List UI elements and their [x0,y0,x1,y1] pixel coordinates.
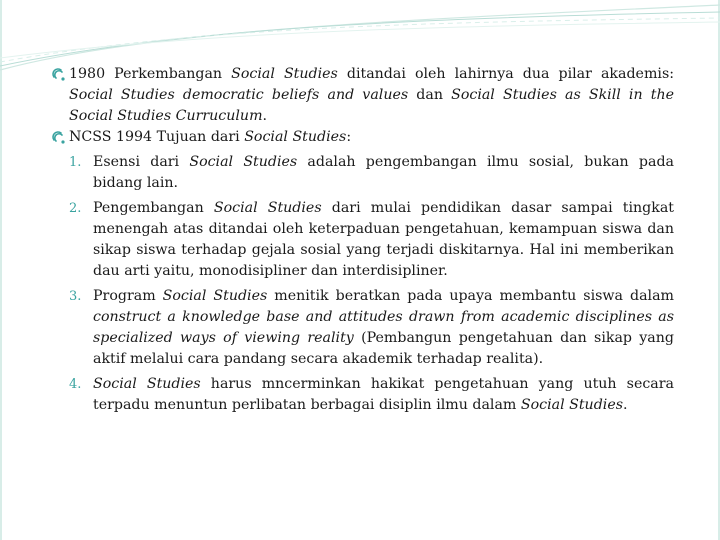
bullet-item [48,64,674,127]
wifi-bullet-icon [48,64,69,85]
numbered-list-item [69,198,674,282]
text-run: Social Studies [244,129,347,145]
text-run: Social Studies [162,288,268,304]
wifi-bullet-icon [48,127,69,148]
text-run: Social Studies democratic beliefs and values [69,87,409,103]
list-number: 3. [69,289,82,304]
bullet-text [69,127,674,148]
text-run: Esensi dari [93,154,190,170]
text-run: 1980 Perkembangan [69,66,232,82]
text-run: dan [408,87,452,103]
text-run: . [623,397,628,413]
list-item-text [93,374,674,416]
numbered-list [69,152,674,416]
text-run: dari mulai pendidikan dasar sampai tingkat menengah atas ditandai oleh keterpaduan pengetahuan, kemampuan siswa dan sikap siswa terhadap gejala sosial yang terjadi diskitarnya. Hal ini memberikan dau arti yaitu, monodisipliner dan interdisipliner. [93,200,674,279]
text-run: (Pembangun pengetahuan dan sikap yang aktif melalui cara pandang secara akademik terhadap realita). [93,330,674,367]
text-run: . [262,108,268,124]
list-number: 2. [69,201,82,216]
text-run: Social Studies [93,376,201,392]
text-run: menitik beratkan pada upaya membantu siswa dalam [267,288,675,304]
list-item-text [93,198,674,282]
bullet-text [69,64,674,127]
text-run: Program [93,288,163,304]
numbered-list-item [69,152,674,194]
slide-content [48,64,674,416]
text-run: Social Studies [213,200,322,216]
text-run: ditandai oleh lahirnya dua pilar akademis: [337,66,675,82]
text-run: Social Studies as Skill in the Social Studies Curruculum [69,87,674,124]
text-run: NCSS 1994 Tujuan dari [69,129,245,145]
text-run: Pengembangan [93,200,214,216]
list-number: 4. [69,377,82,392]
list-item-text [93,286,674,370]
text-run: Social Studies [189,154,298,170]
list-item-text [93,152,674,194]
text-run: adalah pengembangan ilmu sosial, bukan pada bidang lain. [93,154,674,191]
list-number: 1. [69,155,82,170]
bullet-item [48,127,674,148]
text-run: harus mncerminkan hakikat pengetahuan yang utuh secara terpadu menuntun perlibatan berbagai disiplin ilmu dalam [93,376,674,413]
text-run: Social Studies [231,66,338,82]
text-run: : [346,129,352,145]
text-run: Social Studies [520,397,623,413]
numbered-list-item [69,374,674,416]
text-run: construct a knowledge base and attitudes drawn from academic disciplines as specialized ways of viewing reality [93,309,674,346]
numbered-list-item [69,286,674,370]
